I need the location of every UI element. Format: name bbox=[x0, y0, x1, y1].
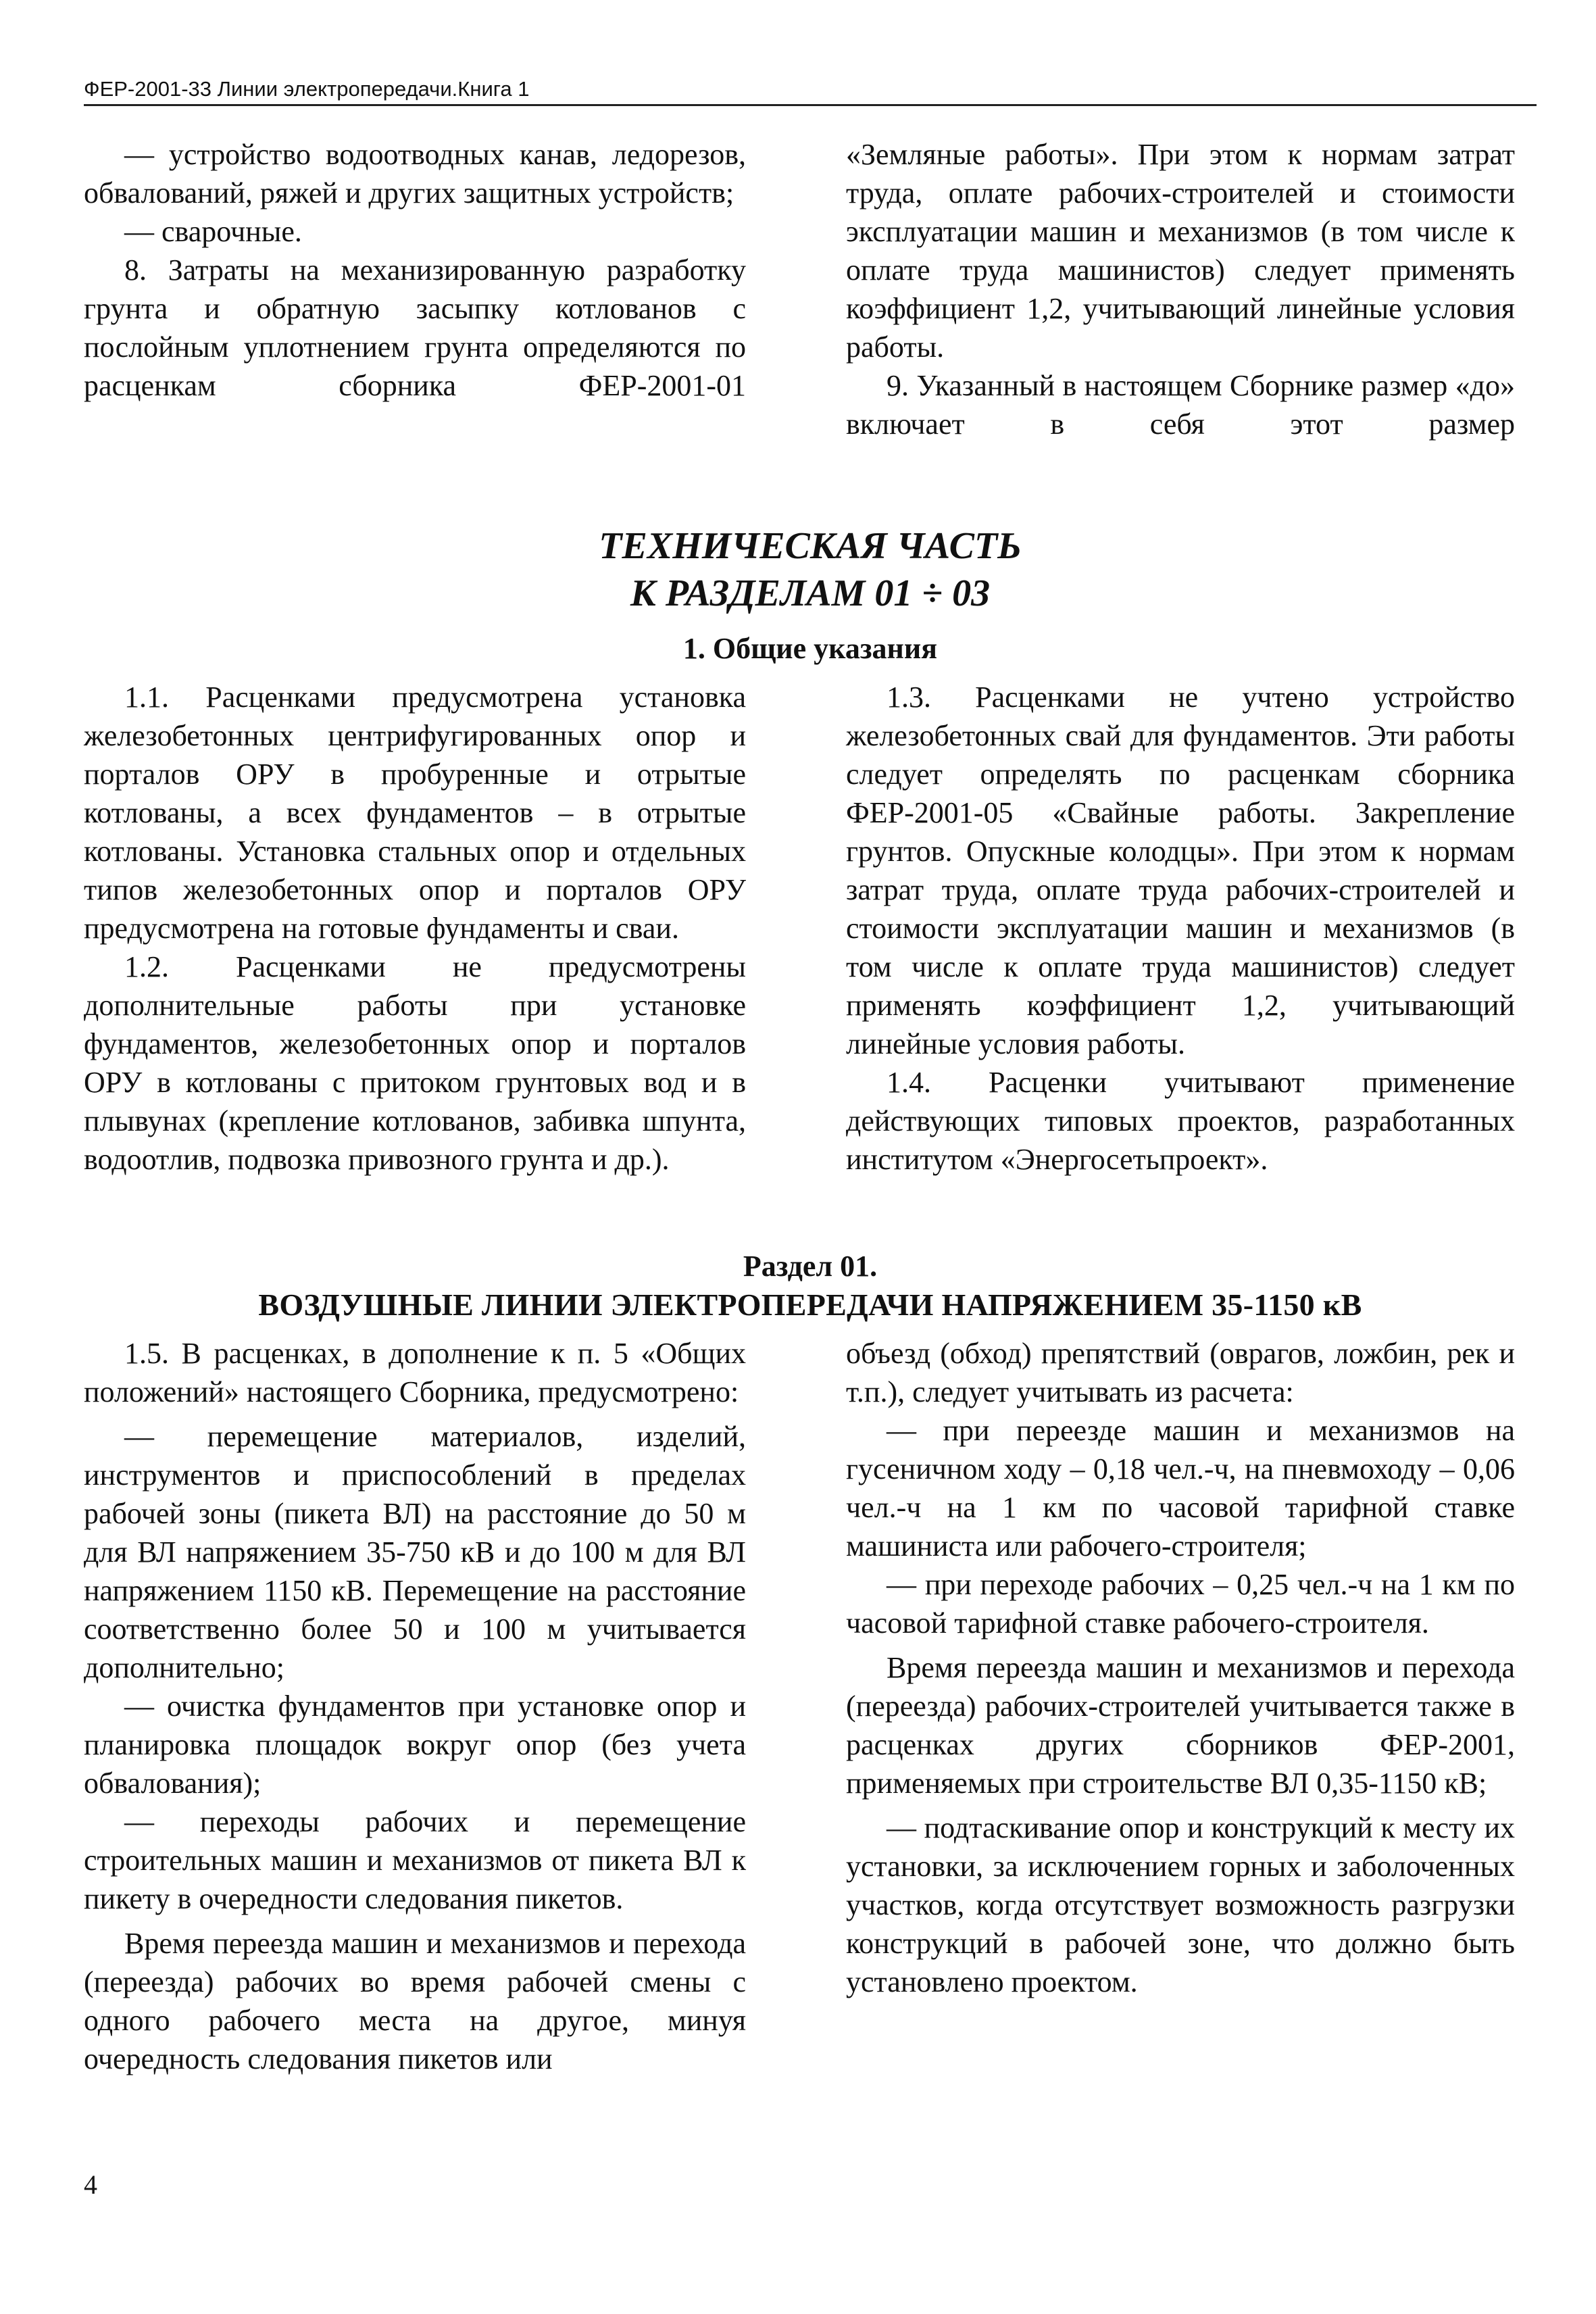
running-head: ФЕР-2001-33 Линии электропередачи.Книга 1 bbox=[84, 76, 1537, 106]
section-title: ВОЗДУШНЫЕ ЛИНИИ ЭЛЕКТРОПЕРЕДАЧИ НАПРЯЖЕНИЕМ 35-1150 кВ bbox=[258, 1287, 1362, 1322]
paragraph: — при переезде машин и механизмов на гусеничном ходу – 0,18 чел.-ч, на пневмоходу – 0,06 чел.-ч на 1 км по часовой тарифной ставке машиниста или рабочего-строителя; bbox=[846, 1414, 1515, 1562]
section-label: Раздел 01. bbox=[743, 1250, 878, 1283]
section-right-column bbox=[846, 1334, 1515, 2001]
paragraph: Время переезда машин и механизмов и перехода (переезда) рабочих-строителей учитывается также в расценках других сборников ФЕР-2001, применяемых при строительстве ВЛ 0,35-1150 кВ; bbox=[846, 1651, 1515, 1800]
paragraph: 1.4. Расценки учитывают применение действующих типовых проектов, разработанных институтом «Энергосетьпроект». bbox=[846, 1066, 1515, 1176]
paragraph: 1.1. Расценками предусмотрена установка железобетонных центрифугированных опор и порталов ОРУ в пробуренные и отрытые котлованы, а всех фундаментов – в отрытые котлованы. Установка стальных опор и отдельных типов железобетонных опор и порталов ОРУ предусмотрена на готовые фундаменты и сваи. bbox=[84, 681, 746, 945]
page-number: 4 bbox=[84, 2169, 97, 2200]
paragraph: 1.5. В расценках, в дополнение к п. 5 «Общих положений» настоящего Сборника, предусмотрено: bbox=[84, 1337, 746, 1408]
paragraph: — подтаскивание опор и конструкций к месту их установки, за исключением горных и заболоченных участков, когда отсутствует возможность разгрузки конструкций в рабочей зоне, что должно быть установлено проектом. bbox=[846, 1811, 1515, 1998]
paragraph: «Земляные работы». При этом к нормам затрат труда, оплате рабочих-строителей и стоимости эксплуатации машин и механизмов (в том числе к оплате труда машинистов) следует применять коэффициент 1,2, учитывающий линейные условия работы. bbox=[846, 138, 1515, 364]
paragraph: — устройство водоотводных канав, ледорезов, обвалований, ряжей и других защитных устройств; bbox=[84, 138, 746, 210]
tech-part-heading-line1: ТЕХНИЧЕСКАЯ ЧАСТЬ bbox=[599, 525, 1022, 567]
general-right-column bbox=[846, 678, 1515, 1179]
paragraph: 1.3. Расценками не учтено устройство железобетонных свай для фундаментов. Эти работы следует определять по расценкам сборника ФЕР-2001-05 «Свайные работы. Закрепление грунтов. Опускные колодцы». При этом к нормам затрат труда, оплате труда рабочих-строителей и стоимости эксплуатации машин и механизмов (в том числе к оплате труда машинистов) следует применять коэффициент 1,2, учитывающий линейные условия работы. bbox=[846, 681, 1515, 1060]
paragraph: — сварочные. bbox=[124, 215, 302, 248]
paragraph: 1.2. Расценками не предусмотрены дополнительные работы при установке фундаментов, железобетонных опор и порталов ОРУ в котлованы с притоком грунтовых вод и в плывунах (крепление котлованов, забивка шпунта, водоотлив, подвозка привозного грунта и др.). bbox=[84, 950, 746, 1176]
paragraph: — переходы рабочих и перемещение строительных машин и механизмов от пикета ВЛ к пикету в очередности следования пикетов. bbox=[84, 1805, 746, 1915]
top-left-column bbox=[84, 135, 746, 405]
section-left-column bbox=[84, 1334, 746, 2078]
paragraph: — очистка фундаментов при установке опор и планировка площадок вокруг опор (без учета обвалования); bbox=[84, 1690, 746, 1800]
paragraph: 9. Указанный в настоящем Сборнике размер «до» включает в себя этот размер bbox=[846, 369, 1515, 441]
top-right-column bbox=[846, 135, 1515, 443]
paragraph: — перемещение материалов, изделий, инструментов и приспособлений в пределах рабочей зоны (пикета ВЛ) на расстояние до 50 м для ВЛ напряжением 35-750 кВ и до 100 м для ВЛ напряжением 1150 кВ. Перемещение на расстояние соответственно более 50 и 100 м учитывается дополнительно; bbox=[84, 1420, 746, 1684]
tech-part-heading-line2: К РАЗДЕЛАМ 01 ÷ 03 bbox=[630, 572, 991, 614]
paragraph: объезд (обход) препятствий (оврагов, ложбин, рек и т.п.), следует учитывать из расчета: bbox=[846, 1337, 1515, 1408]
general-instructions-heading: 1. Общие указания bbox=[682, 632, 938, 665]
general-left-column bbox=[84, 678, 746, 1179]
paragraph: — при переходе рабочих – 0,25 чел.-ч на 1 км по часовой тарифной ставке рабочего-строителя. bbox=[846, 1568, 1515, 1640]
paragraph: Время переезда машин и механизмов и перехода (переезда) рабочих во время рабочей смены с одного рабочего места на другое, минуя очередность следования пикетов или bbox=[84, 1927, 746, 2075]
paragraph: 8. Затраты на механизированную разработку грунта и обратную засыпку котлованов с послойным уплотнением грунта определяются по расценкам сборника ФЕР-2001-01 bbox=[84, 253, 746, 402]
